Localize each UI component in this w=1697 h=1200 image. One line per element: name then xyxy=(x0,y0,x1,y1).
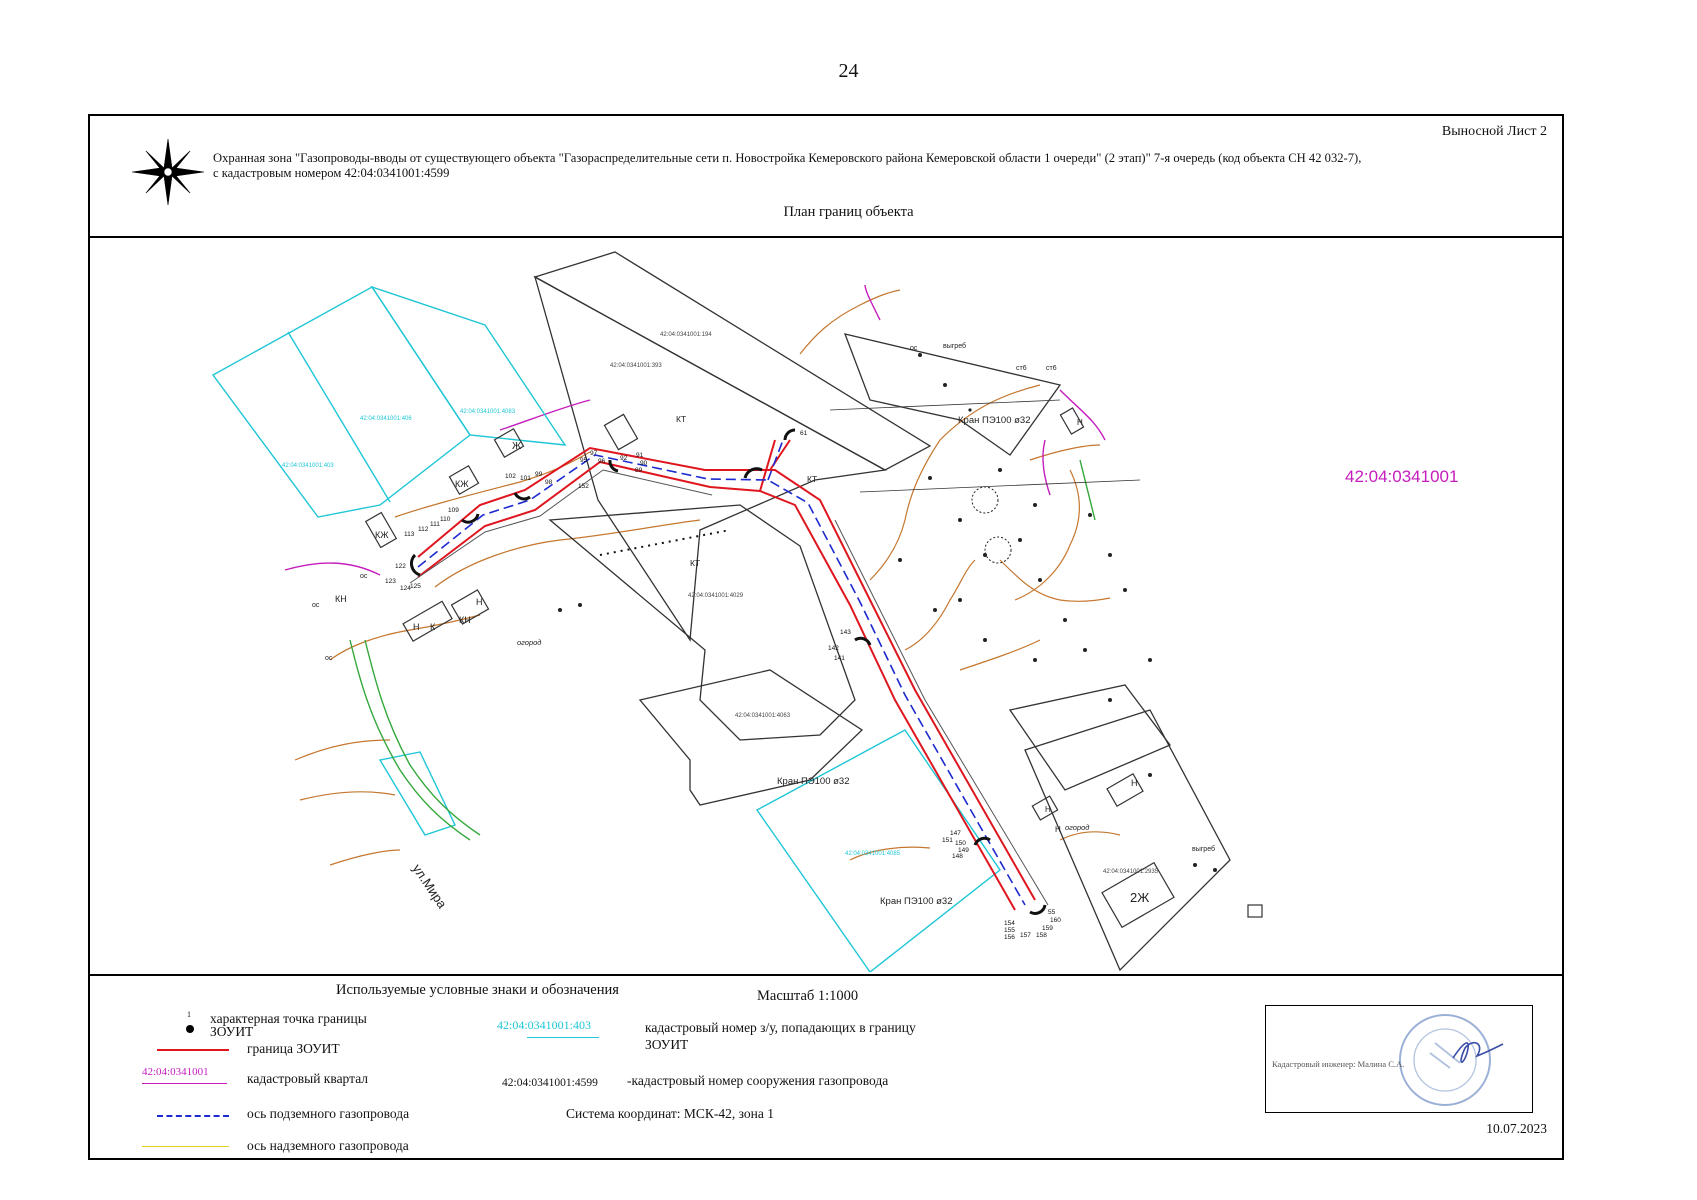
point-number: 112 xyxy=(418,526,429,533)
building-label: Н xyxy=(476,597,483,607)
engineer-text: Кадастровый инженер: Малина С.А. xyxy=(1272,1059,1405,1069)
legend-quarter-line xyxy=(142,1083,227,1084)
legend-aboveground-line xyxy=(142,1146,229,1147)
green-line xyxy=(1080,460,1095,520)
building-label: Н xyxy=(1077,418,1083,427)
point-number: 149 xyxy=(958,847,969,854)
point-number: 154 xyxy=(1004,920,1015,927)
point-number: 155 xyxy=(1004,927,1015,934)
parcel-403 xyxy=(213,287,470,517)
building xyxy=(403,601,452,641)
cadastral-map xyxy=(90,238,1562,972)
plan-title: План границ объекта xyxy=(783,204,914,220)
point-number: 89 xyxy=(635,467,643,474)
compass-rose-icon xyxy=(128,137,208,207)
valve-label: Кран ПЭ100 ø32 xyxy=(880,896,953,907)
boundary-arc xyxy=(515,493,530,499)
other-label: ос xyxy=(325,655,333,662)
legend-parcel-sample: 42:04:0341001:403 xyxy=(497,1018,592,1032)
parcel-label-194: 42:04:0341001:194 xyxy=(660,332,712,338)
street-label: ул.Мира xyxy=(409,861,450,912)
other-label: ст6 xyxy=(1046,365,1057,372)
parcel-label-4063: 42:04:0341001:4063 xyxy=(735,713,791,719)
legend-point-text: характерная точка границы ЗОУИТ xyxy=(210,1011,367,1039)
point-number: 159 xyxy=(1042,925,1053,932)
parcel-boundaries xyxy=(535,252,1230,970)
point-number: 152 xyxy=(578,483,589,490)
relief-line xyxy=(1000,560,1110,601)
legend-underground-text: ось подземного газопровода xyxy=(247,1106,410,1121)
valve-label: Кран ПЭ100 ø32 xyxy=(958,415,1031,426)
legend-aboveground-text: ось надземного газопровода xyxy=(247,1138,409,1153)
building-label: КН xyxy=(459,615,471,625)
point-number: 124 xyxy=(400,585,411,592)
green-lines xyxy=(350,460,1095,840)
relief-line xyxy=(1015,470,1079,600)
point-number: 122 xyxy=(395,563,406,570)
legend-parcel-text: кадастровый номер з/у, попадающих в границу ЗОУИТ xyxy=(645,1020,916,1052)
point-number: 110 xyxy=(440,516,451,523)
point-number: 98 xyxy=(545,479,553,486)
zone-boundary-line xyxy=(418,462,1015,910)
point-number: 97 xyxy=(590,450,598,457)
building xyxy=(604,414,637,449)
valve-label: Кран ПЭ100 ø32 xyxy=(777,776,850,787)
point-number: 160 xyxy=(1050,917,1061,924)
building-label: Ж xyxy=(512,441,522,452)
garden-label: огород xyxy=(1065,823,1090,832)
building-label: КН xyxy=(335,594,347,604)
other-label: выгреб xyxy=(1192,846,1216,853)
legend-quarter-sample: 42:04:0341001 xyxy=(142,1066,209,1078)
quarter-line xyxy=(1060,390,1105,440)
point-number: 125 xyxy=(410,583,421,590)
parcel-label-393: 42:04:0341001:393 xyxy=(610,363,662,369)
object-title xyxy=(213,151,1563,181)
relief-line xyxy=(330,850,400,865)
other-label: ст6 xyxy=(1016,365,1027,372)
legend-title: Используемые условные знаки и обозначения xyxy=(336,982,619,998)
tree-icons xyxy=(972,487,1011,563)
point-number: 91 xyxy=(636,452,644,459)
point-number: 150 xyxy=(955,840,966,847)
point-number: 90 xyxy=(640,460,648,467)
point-number: 95 xyxy=(580,457,588,464)
relief-line xyxy=(960,640,1040,670)
relief-line xyxy=(1030,445,1100,460)
relief-line xyxy=(1060,832,1120,840)
survey-points xyxy=(558,353,1217,872)
kt-label: КТ xyxy=(690,558,701,568)
other-label: ос xyxy=(910,345,918,352)
object-title-line-2: с кадастровым номером 42:04:0341001:4599 xyxy=(213,166,450,180)
point-number: 102 xyxy=(505,473,516,480)
point-number: 123 xyxy=(385,578,396,585)
legend-point-symbol xyxy=(186,1025,194,1033)
zone-boundary-line xyxy=(418,448,1035,900)
point-number: 147 xyxy=(950,830,961,837)
relief-line xyxy=(300,792,395,800)
point-number: 99 xyxy=(535,471,543,478)
building xyxy=(1107,774,1143,806)
quarter-label: 42:04:0341001 xyxy=(1345,467,1459,486)
point-number: 61 xyxy=(800,430,808,437)
legend-structure-sample: 42:04:0341001:4599 xyxy=(502,1077,598,1089)
underground-axis-line xyxy=(418,455,1025,905)
map-labels xyxy=(282,332,1458,941)
zone-parcel-label-403: 42:04:0341001:403 xyxy=(282,463,334,469)
other-label: ос xyxy=(360,573,368,580)
kt-label: КТ xyxy=(676,414,687,424)
point-number: 157 xyxy=(1020,932,1031,939)
legend-underground-line xyxy=(157,1115,229,1117)
point-number: 113 xyxy=(404,531,415,538)
point-number: 92 xyxy=(620,455,628,462)
stamp-seal-icon xyxy=(1395,1008,1505,1113)
relief-line xyxy=(395,452,590,517)
building-label: КЖ xyxy=(455,479,469,489)
parcel-2935 xyxy=(1025,710,1230,970)
relief-line xyxy=(435,520,700,587)
point-number: 141 xyxy=(834,655,845,662)
zone-parcel-label-4083: 42:04:0341001:4083 xyxy=(460,409,516,415)
building-label: Н xyxy=(1045,805,1051,814)
building-label: Н xyxy=(1131,778,1138,788)
zone-parcel-label-406: 42:04:0341001:406 xyxy=(360,416,412,422)
point-number: 148 xyxy=(952,853,963,860)
boundary-arc xyxy=(411,555,420,575)
underground-axis xyxy=(418,440,1025,905)
coordinate-system: Система координат: МСК-42, зона 1 xyxy=(566,1106,774,1121)
object-title-line-1: Охранная зона "Газопроводы-вводы от существующего объекта "Газораспределительные сети п. Новостройка Кемеровского района Кемеровской области 1 очереди" (2 этап)" 7-я очередь (код объекта СН 42 032-7), xyxy=(213,151,1362,165)
quarter-line xyxy=(1043,440,1050,495)
relief-line xyxy=(905,560,975,650)
zone-parcels xyxy=(213,287,1000,972)
relief-line xyxy=(800,290,900,354)
relief-line xyxy=(295,740,390,760)
relief-line xyxy=(330,615,480,660)
point-number: 101 xyxy=(520,475,531,482)
parcel-4029 xyxy=(550,505,855,740)
parcel-north xyxy=(845,334,1060,455)
point-number: 55 xyxy=(1048,909,1056,916)
buildings xyxy=(366,408,1262,927)
point-number: 142 xyxy=(828,645,839,652)
legend-zone-boundary-line xyxy=(157,1049,229,1051)
kt-label: КТ xyxy=(807,474,818,484)
legend-structure-text: -кадастровый номер сооружения газопровода xyxy=(627,1073,889,1088)
zone-parcel-label-4085: 42:04:0341001:4085 xyxy=(845,851,901,857)
building-label: К xyxy=(430,622,436,632)
other-label: выгреб xyxy=(943,343,967,350)
point-number: 96 xyxy=(598,458,606,465)
legend-parcel-line xyxy=(527,1037,599,1038)
scale-label: Масштаб 1:1000 xyxy=(757,988,859,1004)
building-label: Н xyxy=(1055,825,1061,834)
point-number: 109 xyxy=(448,507,459,514)
garden-label: огород xyxy=(517,638,542,647)
building-label: Н xyxy=(413,622,420,632)
page-number: 24 xyxy=(838,60,859,82)
sheet-label: Выносной Лист 2 xyxy=(1441,124,1547,139)
quarter-line xyxy=(865,285,880,320)
point-number: 151 xyxy=(942,837,953,844)
parcel-194 xyxy=(535,252,930,470)
building-label: 2Ж xyxy=(1130,890,1150,905)
other-label: ос xyxy=(312,602,320,609)
legend-point-number: 1 xyxy=(187,1010,191,1019)
point-number: 143 xyxy=(840,629,851,636)
communication-line xyxy=(860,480,1140,492)
point-number: 111 xyxy=(430,521,440,528)
tree-icon xyxy=(972,487,998,513)
building-label: КЖ xyxy=(375,530,389,540)
parcel-label-2935: 42:04:0341001:2935 xyxy=(1103,869,1159,875)
boundary-arc xyxy=(785,430,795,440)
legend-zone-boundary-text: граница ЗОУИТ xyxy=(247,1041,340,1056)
legend-separator xyxy=(88,974,1564,976)
building xyxy=(1248,905,1262,917)
legend-quarter-text: кадастровый квартал xyxy=(247,1071,369,1086)
point-number: 158 xyxy=(1036,932,1047,939)
date-label: 10.07.2023 xyxy=(1486,1121,1547,1136)
point-number: 156 xyxy=(1004,934,1015,941)
parcel-mid-east xyxy=(1010,685,1170,790)
parcel-label-4029: 42:04:0341001:4029 xyxy=(688,593,744,599)
tree-icon xyxy=(985,537,1011,563)
boundary-arc xyxy=(1030,905,1045,913)
